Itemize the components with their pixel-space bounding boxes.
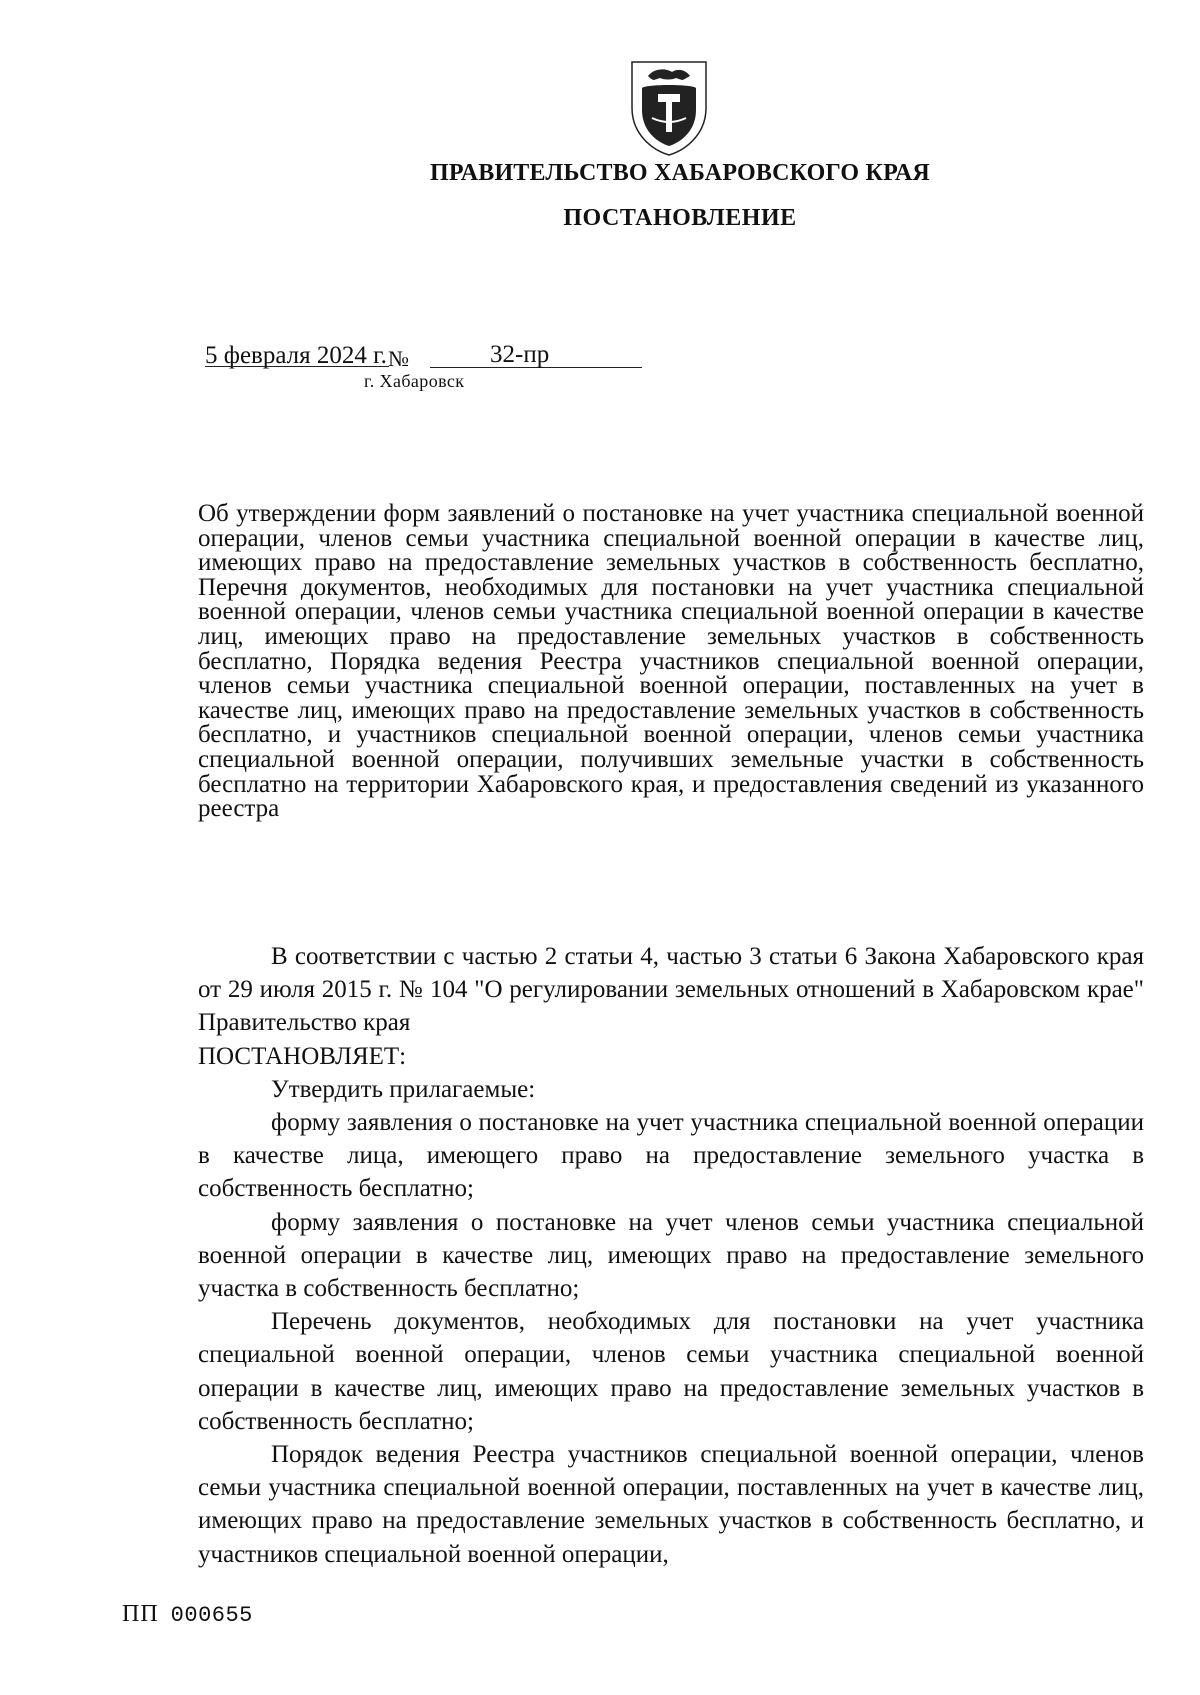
document-type-title: ПОСТАНОВЛЕНИЕ	[563, 205, 797, 231]
item-paragraph-4: Порядок ведения Реестра участников специальной военной операции, членов семьи участника специальной военной операции, поставленных на учет в качестве лиц, имеющих право на предоставление земельных участков в собственность бесплатно, и участников специальной военной операции,	[198, 1441, 1144, 1568]
city-label: г. Хабаровск	[364, 371, 465, 391]
form-serial-code	[122, 1601, 253, 1628]
document-number: 32-пр	[430, 342, 642, 368]
form-serial-number: 000655	[170, 1603, 253, 1628]
preamble-paragraph: В соответствии с частью 2 статьи 4, частью 3 статьи 6 Закона Хабаровского края от 29 июля 2015 г. № 104 "О регулировании земельных отношений в Хабаровском крае" Правительство края	[198, 943, 1144, 1037]
approve-intro-paragraph: Утвердить прилагаемые:	[271, 1075, 536, 1103]
item-paragraph-3: Перечень документов, необходимых для постановки на учет участника специальной военной операции, членов семьи участника специальной военной операции в качестве лиц, имеющих право на предоставление земельных участков в собственность бесплатно;	[198, 1308, 1144, 1435]
document-date: 5 февраля 2024 г.	[205, 342, 387, 369]
number-sign: №	[388, 346, 409, 371]
coat-of-arms-icon	[628, 58, 710, 158]
item-paragraph-2: форму заявления о постановке на учет членов семьи участника специальной военной операции в качестве лиц, имеющих право на предоставление земельного участка в собственность бесплатно;	[198, 1208, 1144, 1303]
document-subject-title: Об утверждении форм заявлений о постановке на учет участника специальной военной операции, членов семьи участника специальной военной операции в качестве лиц, имеющих право на предоставление земельных участков в собственность бесплатно, Перечня документов, необходимых для постановки на учет участника специальной военной операции, членов семьи участника специальной военной операции в качестве лиц, имеющих право на предоставление земельных участков в собственность бесплатно, Порядка ведения Реестра участников специальной военной операции, членов семьи участника специальной военной операции, поставленных на учет в качестве лиц, имеющих право на предоставление земельных участков в собственность бесплатно, и участников специальной военной операции, членов семьи участника специальной военной операции, получивших земельные участки в собственность бесплатно на территории Хабаровского края, и предоставления сведений из указанного реестра	[198, 500, 1144, 823]
form-series: ПП	[122, 1601, 159, 1627]
item-paragraph-1: форму заявления о постановке на учет участника специальной военной операции в качестве лица, имеющего право на предоставление земельного участка в собственность бесплатно;	[198, 1109, 1144, 1203]
organization-title: ПРАВИТЕЛЬСТВО ХАБАРОВСКОГО КРАЯ	[430, 160, 930, 186]
resolves-heading: ПОСТАНОВЛЯЕТ:	[198, 1042, 407, 1070]
document-body	[198, 940, 1144, 1571]
